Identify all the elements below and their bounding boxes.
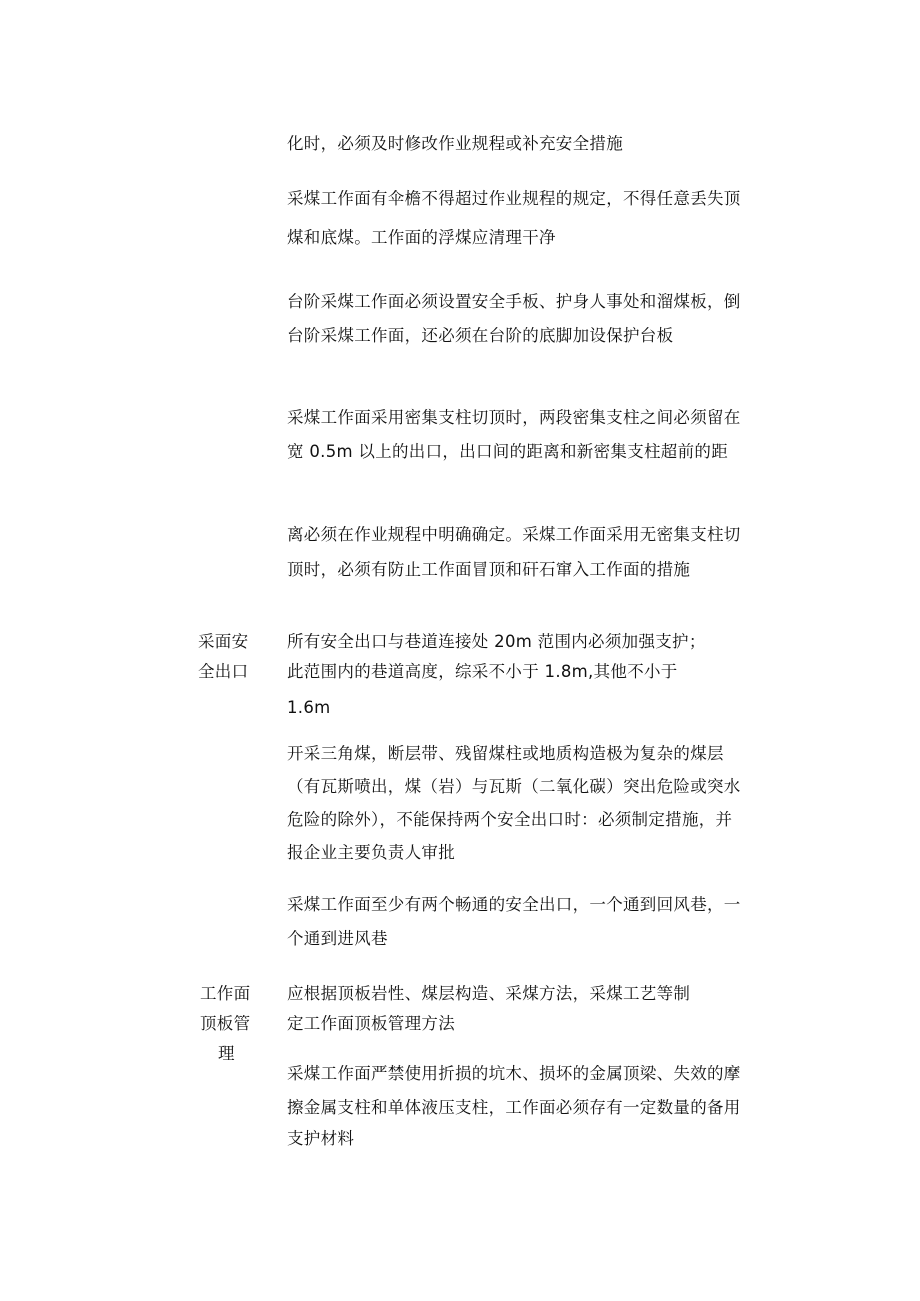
section-label-line: 采面安 (198, 632, 249, 651)
text-line: 定工作面顶板管理方法 (287, 1014, 455, 1033)
text-line: 采煤工作面有伞檐不得超过作业规程的规定，不得任意丢失顶 (287, 189, 741, 208)
text-line: 台阶采煤工作面，还必须在台阶的底脚加设保护台板 (287, 326, 674, 345)
text-line: 所有安全出口与巷道连接处 20m 范围内必须加强支护； (287, 632, 706, 651)
text-line: 台阶采煤工作面必须设置安全手板、护身人事处和溜煤板，倒 (287, 292, 741, 311)
text-line: 擦金属支柱和单体液压支柱，工作面必须存有一定数量的备用 (287, 1098, 741, 1117)
text-line: 采煤工作面严禁使用折损的坑木、损坏的金属顶梁、失效的摩 (287, 1064, 741, 1083)
text-line: 顶时，必须有防止工作面冒顶和矸石窜入工作面的措施 (287, 560, 691, 579)
text-line: 此范围内的巷道高度，综采不小于 1.8m,其他不小于 (287, 662, 678, 681)
section-label-line: 顶板管 (200, 1014, 251, 1033)
text-line: 化时，必须及时修改作业规程或补充安全措施 (287, 134, 623, 153)
text-line: 采煤工作面采用密集支柱切顶时，两段密集支柱之间必须留在 (287, 408, 741, 427)
text-line: 采煤工作面至少有两个畅通的安全出口，一个通到回风巷，一 (287, 895, 741, 914)
text-line: （有瓦斯喷出，煤（岩）与瓦斯（二氧化碳）突出危险或突水 (287, 777, 741, 796)
text-line: 离必须在作业规程中明确确定。采煤工作面采用无密集支柱切 (287, 525, 741, 544)
text-line: 开采三角煤，断层带、残留煤柱或地质构造极为复杂的煤层 (287, 744, 724, 763)
text-line: 个通到进风巷 (287, 929, 388, 948)
section-label-line: 工作面 (200, 984, 251, 1003)
text-line: 1.6m (287, 698, 331, 717)
section-label-line: 全出口 (198, 662, 249, 681)
text-line: 宽 0.5m 以上的出口，出口间的距离和新密集支柱超前的距 (287, 442, 729, 461)
text-line: 应根据顶板岩性、煤层构造、采煤方法，采煤工艺等制 (287, 984, 691, 1003)
text-line: 危险的除外），不能保持两个安全出口时：必须制定措施，并 (287, 810, 733, 829)
text-line: 支护材料 (287, 1129, 355, 1148)
text-line: 煤和底煤。工作面的浮煤应清理干净 (287, 228, 556, 247)
text-line: 报企业主要负责人审批 (287, 843, 455, 862)
section-label-line: 理 (218, 1044, 235, 1063)
